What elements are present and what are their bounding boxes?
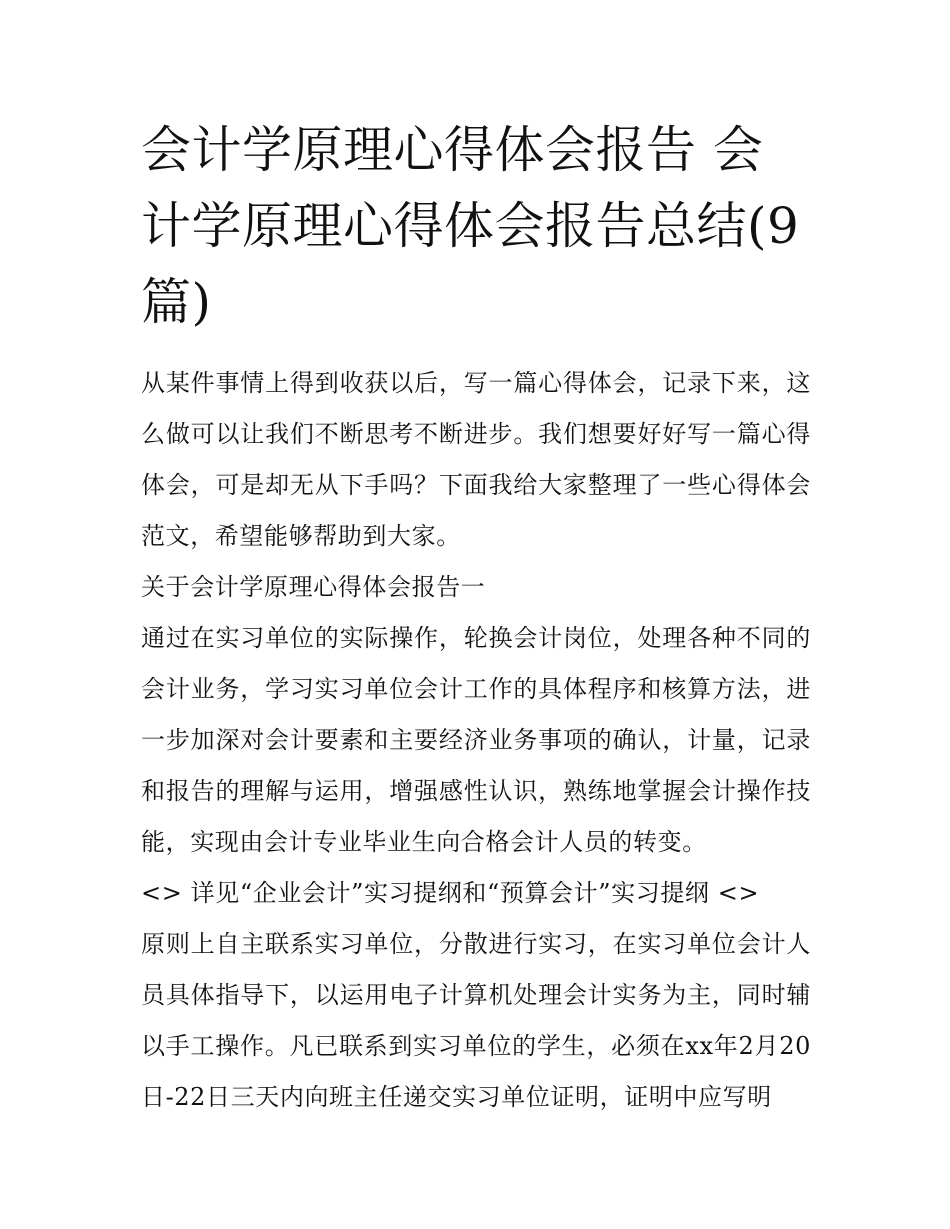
document-body bbox=[141, 358, 811, 1123]
reference-line: <> 详见“企业会计”实习提纲和“预算会计”实习提纲 <> bbox=[141, 879, 760, 907]
paragraph-2: 原则上自主联系实习单位，分散进行实习，在实习单位会计人员具体指导下，以运用电子计算机处理会计实务为主，同时辅以手工操作。凡已联系到实习单位的学生，必须在xx年2月20日-22日三天内向班主任递交实习单位证明，证明中应写明 bbox=[141, 930, 811, 1111]
document-title: 会计学原理心得体会报告 会计学原理心得体会报告总结(9篇) bbox=[141, 121, 800, 331]
intro-paragraph: 从某件事情上得到收获以后，写一篇心得体会，记录下来，这么做可以让我们不断思考不断进步。我们想要好好写一篇心得体会，可是却无从下手吗？下面我给大家整理了一些心得体会范文，希望能够帮助到大家。 bbox=[141, 369, 811, 550]
paragraph-1: 通过在实习单位的实际操作，轮换会计岗位，处理各种不同的会计业务，学习实习单位会计工作的具体程序和核算方法，进一步加深对会计要素和主要经济业务事项的确认，计量，记录和报告的理解与运用，增强感性认识，熟练地掌握会计操作技能，实现由会计专业毕业生向合格会计人员的转变。 bbox=[141, 624, 811, 856]
section-heading: 关于会计学原理心得体会报告一 bbox=[141, 573, 486, 601]
document-content bbox=[141, 112, 811, 1123]
